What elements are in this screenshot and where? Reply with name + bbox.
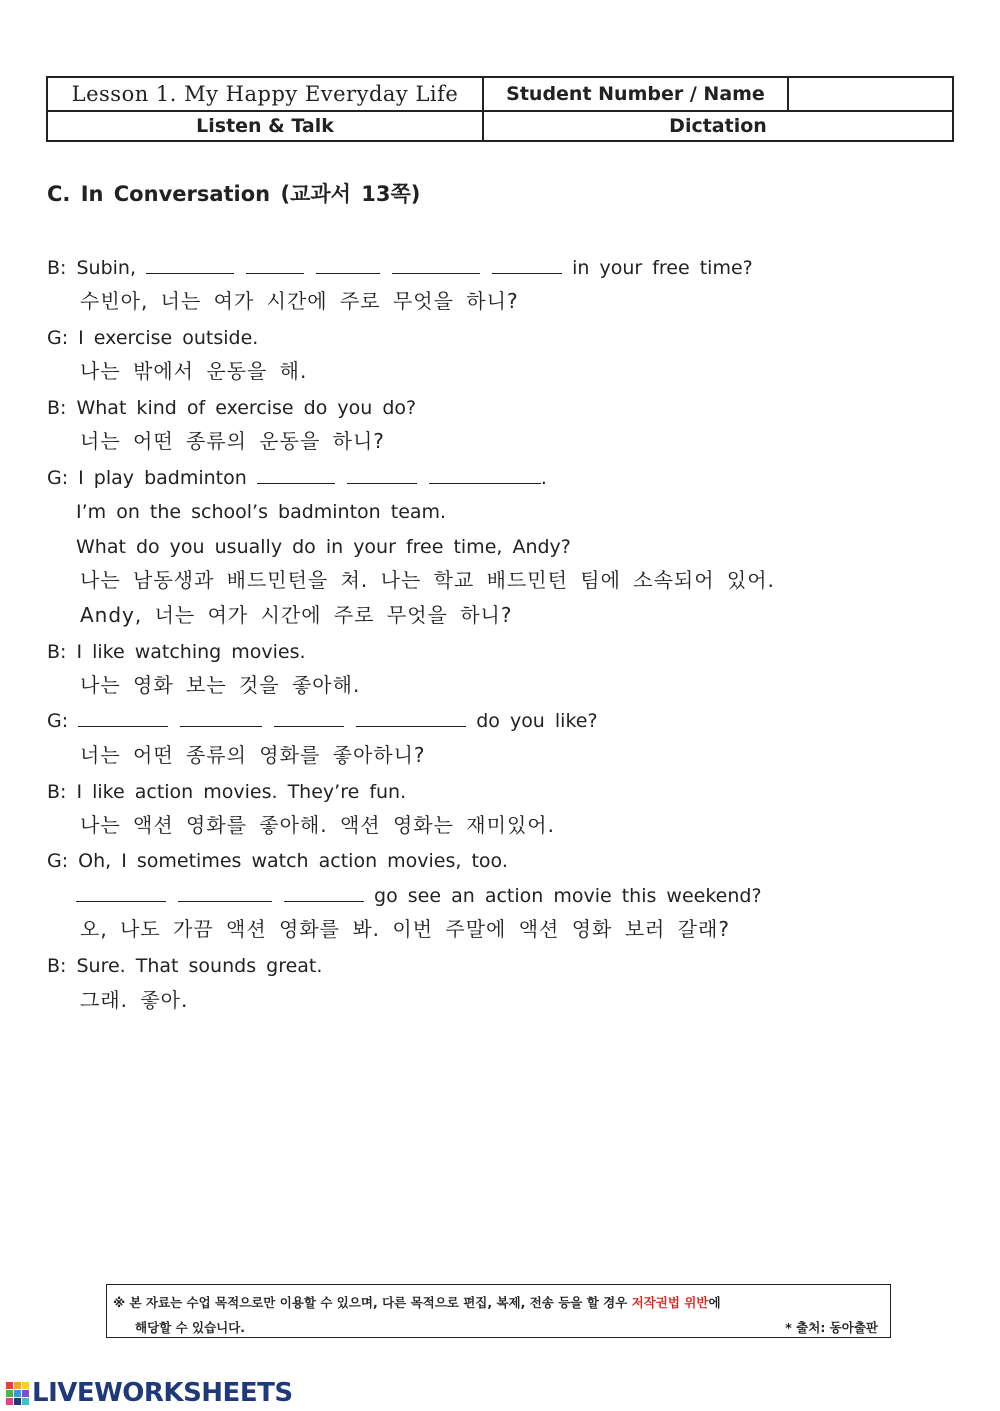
dialogue-line: G: I exercise outside. — [47, 327, 259, 349]
logo-square — [22, 1398, 29, 1405]
student-number-name-field[interactable] — [788, 77, 953, 111]
translation-line: 나는 영화 보는 것을 좋아해. — [80, 673, 361, 697]
dialogue-line: B: What kind of exercise do you do? — [47, 397, 417, 419]
dialogue-line: G: Oh, I sometimes watch action movies, too. — [47, 850, 508, 872]
answer-blank[interactable] — [316, 272, 380, 274]
dialogue-line: go see an action movie this weekend? — [76, 884, 762, 908]
answer-blank[interactable] — [492, 272, 562, 274]
translation-line: 수빈아, 너는 여가 시간에 주로 무엇을 하니? — [80, 289, 519, 313]
dialogue-line: B: I like action movies. They’re fun. — [47, 781, 407, 803]
answer-blank[interactable] — [347, 482, 417, 484]
logo-square — [22, 1390, 29, 1397]
source-credit: * 출처: 동아출판 — [785, 1320, 878, 1335]
answer-blank[interactable] — [429, 482, 541, 484]
answer-blank[interactable] — [284, 900, 364, 902]
dialogue-line: What do you usually do in your free time, Andy? — [76, 536, 571, 558]
logo-square — [22, 1382, 29, 1389]
logo-square — [14, 1398, 21, 1405]
translation-line: 오, 나도 가끔 액션 영화를 봐. 이번 주말에 액션 영화 보러 갈래? — [80, 917, 730, 941]
answer-blank[interactable] — [246, 272, 304, 274]
translation-line: 나는 밖에서 운동을 해. — [80, 359, 308, 383]
answer-blank[interactable] — [76, 900, 166, 902]
dialogue-line: I’m on the school’s badminton team. — [76, 501, 447, 523]
worksheet-type: Dictation — [483, 111, 953, 141]
translation-line: 그래. 좋아. — [80, 988, 189, 1012]
student-number-name-label: Student Number / Name — [483, 77, 788, 111]
section-label: Listen & Talk — [47, 111, 483, 141]
translation-line: 나는 남동생과 배드민턴을 쳐. 나는 학교 배드민턴 팀에 소속되어 있어. — [80, 568, 775, 592]
translation-line: 너는 어떤 종류의 영화를 좋아하니? — [80, 743, 426, 767]
header-table — [46, 76, 954, 142]
answer-blank[interactable] — [180, 725, 262, 727]
answer-blank[interactable] — [392, 272, 480, 274]
logo-text: LIVEWORKSHEETS — [32, 1378, 293, 1408]
dialogue-line: G: do you like? — [47, 710, 598, 732]
copyright-notice: ※ 본 자료는 수업 목적으로만 이용할 수 있으며, 다른 목적으로 편집, 복제, 전송 등을 할 경우 저작권법 위반에 해당할 수 있습니다. * 출처: 동아출판 — [106, 1284, 891, 1338]
answer-blank[interactable] — [257, 482, 335, 484]
answer-blank[interactable] — [178, 900, 272, 902]
logo-square — [14, 1390, 21, 1397]
liveworksheets-logo-icon — [6, 1382, 29, 1405]
dialogue-line: B: Sure. That sounds great. — [47, 955, 323, 977]
lesson-title: Lesson 1. My Happy Everyday Life — [47, 77, 483, 111]
dialogue-line: B: Subin, in your free time? — [47, 257, 753, 279]
translation-line: Andy, 너는 여가 시간에 주로 무엇을 하니? — [80, 603, 513, 627]
dialogue-line: G: I play badminton . — [47, 467, 547, 489]
logo-square — [6, 1390, 13, 1397]
liveworksheets-logo[interactable] — [6, 1378, 293, 1408]
logo-square — [6, 1382, 13, 1389]
answer-blank[interactable] — [274, 725, 344, 727]
answer-blank[interactable] — [356, 725, 466, 727]
translation-line: 너는 어떤 종류의 운동을 하니? — [80, 429, 385, 453]
translation-line: 나는 액션 영화를 좋아해. 액션 영화는 재미있어. — [80, 813, 555, 837]
logo-square — [6, 1398, 13, 1405]
answer-blank[interactable] — [78, 725, 168, 727]
section-title: C. In Conversation (교과서 13쪽) — [47, 182, 421, 206]
dialogue-line: B: I like watching movies. — [47, 641, 306, 663]
logo-square — [14, 1382, 21, 1389]
copyright-violation-warning: 저작권법 위반 — [631, 1295, 709, 1310]
answer-blank[interactable] — [146, 272, 234, 274]
